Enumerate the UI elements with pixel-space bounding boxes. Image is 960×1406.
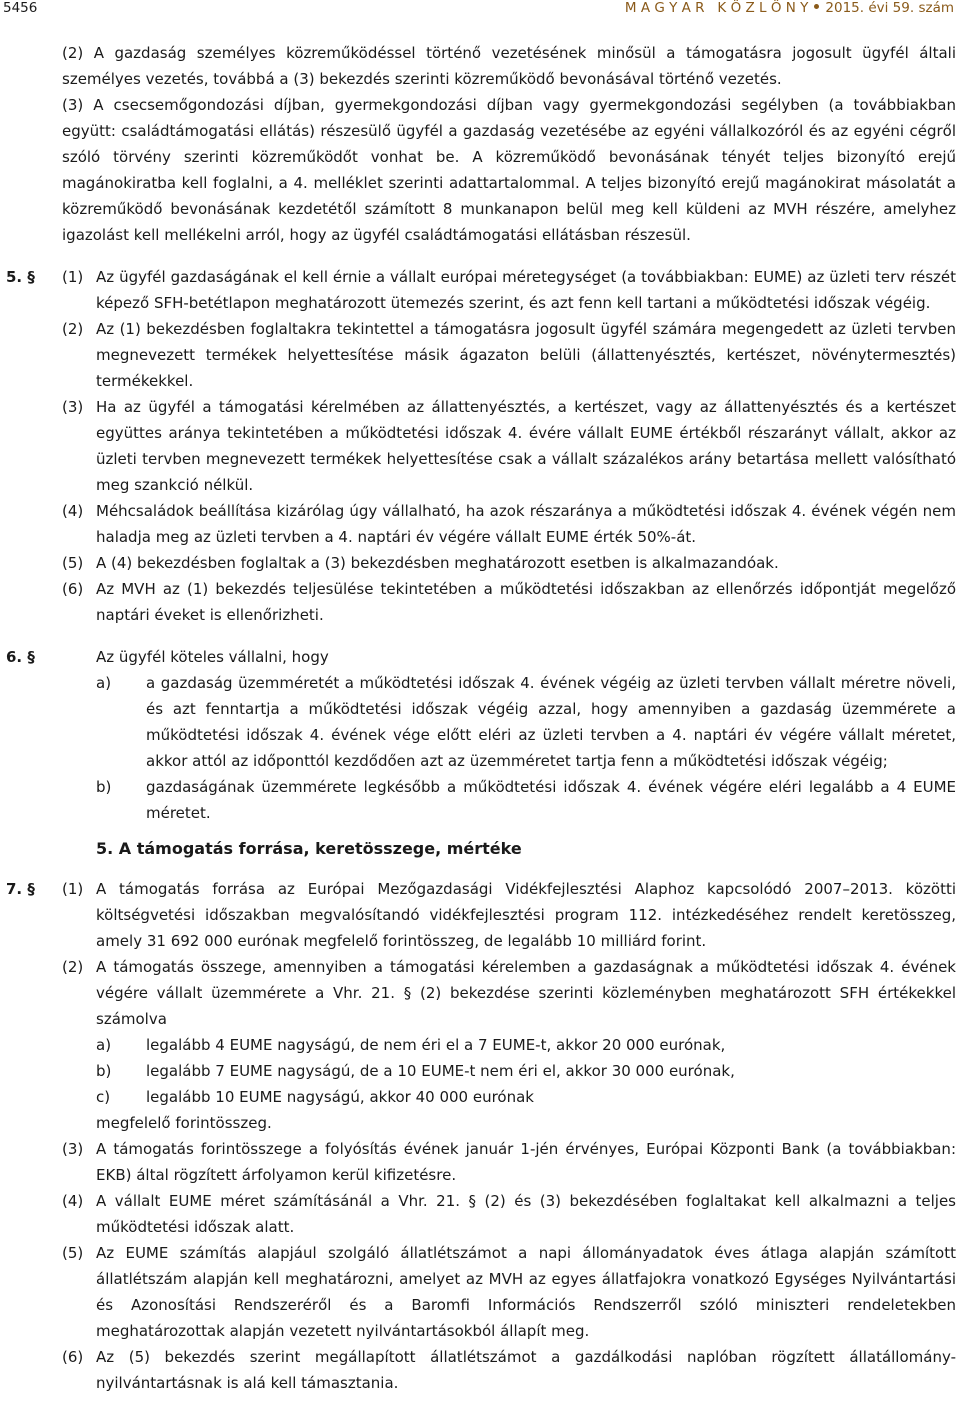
paragraph-item: (6) Az MVH az (1) bekezdés teljesülése tekintetében a működtetési időszakban az ellenőrzés időpontját megelőző naptári éveket is ellenőrizheti. <box>62 580 956 624</box>
paragraph-item: (6) Az (5) bekezdés szerint megállapított állatlétszámot a gazdálkodási naplóban rögzített állatállomány-nyilvántartásnak is alá kell támasztania. <box>62 1348 956 1392</box>
issue-number: 2015. évi 59. szám <box>825 0 954 16</box>
section-6 <box>0 644 960 826</box>
paragraph-item: (3) Ha az ügyfél a támogatási kérelmében az állattenyésztés, a kertészet, vagy az állattenyésztés és a kertészet együttes aránya tekintetében a működtetési időszak 4. évére vállalt EUME értékből részarányt vállalt, akkor az üzleti tervben megnevezett termékek helyettesítése csak a vállalt százalékos arány betartása mellett valósítható meg szankció nélkül. <box>62 398 956 494</box>
chapter-heading: 5. A támogatás forrása, keretösszege, mértéke <box>96 839 522 858</box>
list-item: b) gazdaságának üzemmérete legkésőbb a működtetési időszak 4. évének végére eléri legalább a 4 EUME méretet. <box>96 778 956 822</box>
paragraph-item: (4) A vállalt EUME méret számításánál a Vhr. 21. § (2) és (3) bekezdésében foglaltakat kell alkalmazni a teljes működtetési időszak alatt. <box>62 1192 956 1236</box>
section-label: 5. § <box>6 268 35 286</box>
separator-dot-icon <box>814 4 819 9</box>
paragraph-item: (4) Méhcsaládok beállítása kizárólag úgy vállalható, ha azok részaránya a működtetési időszak 4. évének végén nem haladja meg az üzleti tervben a 4. naptári év végére vállalt EUME érték 50%-át. <box>62 502 956 546</box>
running-title <box>625 0 954 16</box>
list-item: a) a gazdaság üzemméretét a működtetési időszak 4. évének végéig az üzleti tervben vállalt méretre növeli, és azt fenntartja a működtetési időszak végéig azzal, hogy amennyiben a gazdaság üzemmérete a működtetési időszak 4. évének vége előtt eléri az üzleti tervben a 4. naptári év végére vállalt méretet, akkor attól az időponttól kezdődően azt az üzemméretet tartja fenn a működtetési időszak végéig; <box>96 674 956 770</box>
page-header <box>0 0 960 20</box>
document-body <box>0 40 960 1396</box>
paragraph-item: (3) A támogatás forintösszege a folyósítás évének január 1-jén érvényes, Európai Központi Bank (a továbbiakban: EKB) által rögzített árfolyamon kerül kifizetésre. <box>62 1140 956 1184</box>
paragraph-item: (2) Az (1) bekezdésben foglaltakra tekintettel a támogatásra jogosult ügyfél számára megengedett az üzleti tervben megnevezett termékek helyettesítése másik ágazaton belüli (állattenyésztés, kertészet, növénytermesztés) termékekkel. <box>62 320 956 390</box>
intro-paragraph-2: (2) A gazdaság személyes közreműködéssel történő vezetésének minősül a támogatásra jogosult ügyfél általi személyes vezetés, továbbá a (3) bekezdés szerinti közreműködő bevonásával történő vezetés. <box>62 44 956 88</box>
section-7 <box>0 876 960 1396</box>
intro-paragraph-3: (3) A csecsemőgondozási díjban, gyermekgondozási díjban vagy gyermekgondozási segélyben (a továbbiakban együtt: családtámogatási ellátás) részesülő ügyfél a gazdaság vezetésébe az egyéni vállalkozóról és az egyéni cégről szóló törvény szerinti közreműködőt vonhat be. A közreműködő bevonásának tényét teljes bizonyító erejű magánokiratba kell foglalni, a 4. melléklet szerinti adattartalommal. A teljes bizonyító erejű magánokirat másolatát a közreműködő bevonásának kezdetétől számított 8 munkanapon belül meg kell küldeni az MVH részére, amelyhez igazolást kell mellékelni arról, hogy az ügyfél családtámogatási ellátásban részesül. <box>62 96 956 244</box>
section-lead: Az ügyfél köteles vállalni, hogy <box>96 648 329 666</box>
list-tail: megfelelő forintösszeg. <box>96 1114 272 1132</box>
paragraph-item: (1) Az ügyfél gazdaságának el kell érnie a vállalt európai méretegységet (a továbbiakban: EUME) az üzleti terv részét képező SFH-betétlapon meghatározott ütemezés szerint, és azt fenn kell tartani a működtetési időszak végéig. <box>62 268 956 312</box>
list-item: c) legalább 10 EUME nagyságú, akkor 40 000 eurónak <box>96 1088 534 1106</box>
section-5 <box>0 264 960 628</box>
page-number: 5456 <box>3 0 38 16</box>
section-label: 7. § <box>6 880 35 898</box>
journal-name: M A G Y A R K Ö Z L Ö N Y <box>624 0 809 16</box>
paragraph-item: (2) A támogatás összege, amennyiben a támogatási kérelemben a gazdaságnak a működtetési időszak 4. évének végére vállalt üzemmérete a Vhr. 21. § (2) bekezdése szerinti közleményben meghatározott SFH értékekkel számolva a) legalább 4 EUME nagyságú, de nem éri el a 7 EUME-t, akkor 20 000 eurónak, b) legalább 7 EUME nagyságú, de a 10 EUME-t nem éri el, akkor 30 000 eurónak, c) legalább 10 EUME nagyságú, akkor 40 000 eurónak megfelelő forintösszeg. <box>62 954 956 1136</box>
list-item: a) legalább 4 EUME nagyságú, de nem éri el a 7 EUME-t, akkor 20 000 eurónak, <box>96 1036 726 1054</box>
paragraph-item: (5) Az EUME számítás alapjául szolgáló állatlétszámot a napi állományadatok éves átlaga alapján számított állatlétszám alapján kell meghatározni, amelyet az MVH az egyes állatfajokra vonatkozó Egységes Nyilvántartási és Azonosítási Rendszeréről és a Baromfi Információs Rendszerről szóló miniszteri rendeletekben meghatározottak alapján vezetett nyilvántartásokból állapít meg. <box>62 1244 956 1340</box>
paragraph-item: (5) A (4) bekezdésben foglaltak a (3) bekezdésben meghatározott esetben is alkalmazandóak. <box>62 554 779 572</box>
section-label: 6. § <box>6 648 35 666</box>
paragraph-item: (1) A támogatás forrása az Európai Mezőgazdasági Vidékfejlesztési Alaphoz kapcsolódó 2007–2013. közötti költségvetési időszakban megvalósítandó vidékfejlesztési program 112. intézkedéséhez rendelt keretösszeg, amely 31 692 000 eurónak megfelelő forintösszeg, de legalább 10 milliárd forint. <box>62 880 956 950</box>
list-item: b) legalább 7 EUME nagyságú, de a 10 EUME-t nem éri el, akkor 30 000 eurónak, <box>96 1062 735 1080</box>
